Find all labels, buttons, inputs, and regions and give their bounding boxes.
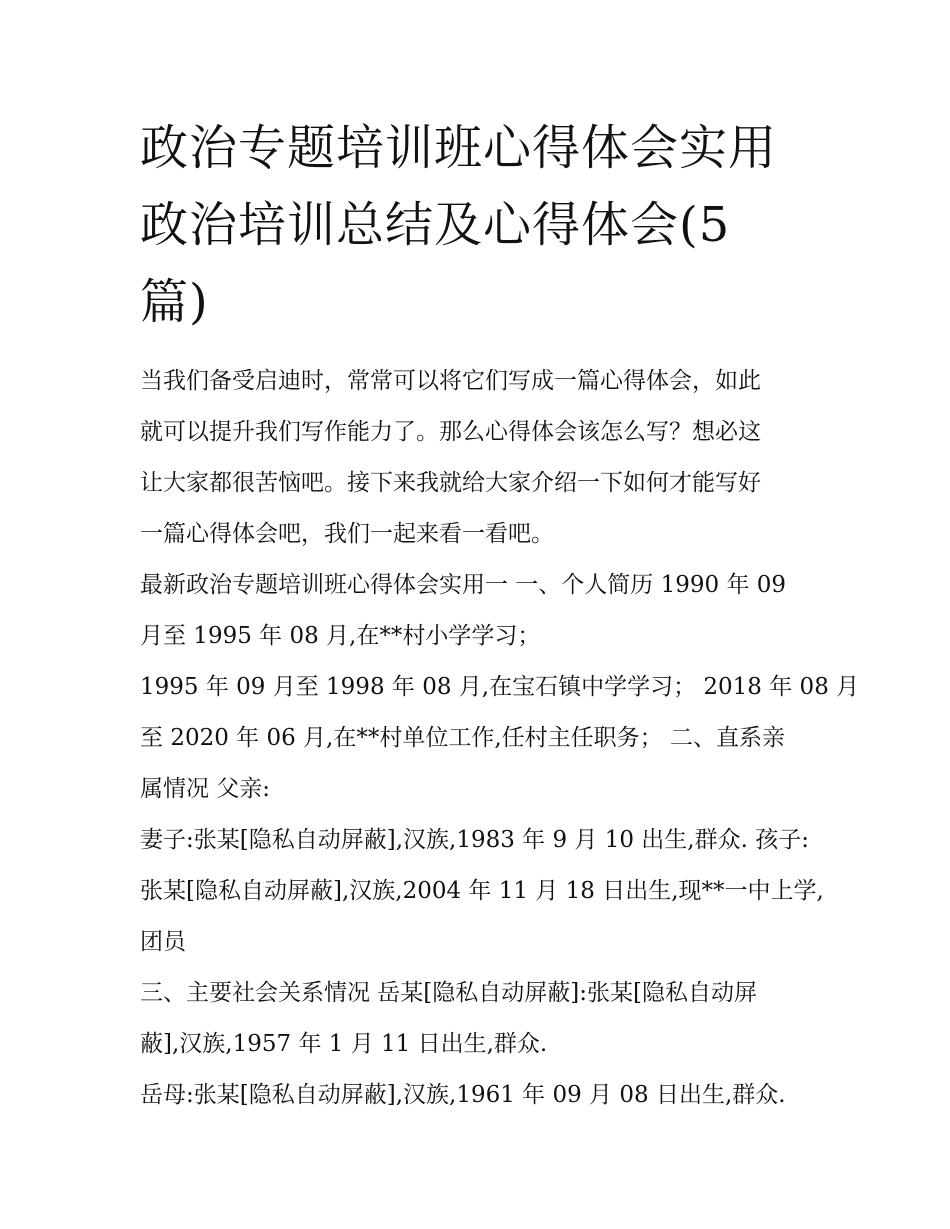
title-line: 政治专题培训班心得体会实用 bbox=[140, 120, 778, 176]
body-line: 就可以提升我们写作能力了。那么心得体会该怎么写？想必这 bbox=[140, 419, 761, 445]
body-line: 最新政治专题培训班心得体会实用一 一、个人简历 1990 年 09 bbox=[140, 572, 787, 598]
body-line: 岳母:张某[隐私自动屏蔽],汉族,1961 年 09 月 08 日出生,群众. bbox=[140, 1082, 786, 1108]
body-line: 让大家都很苦恼吧。接下来我就给大家介绍一下如何才能写好 bbox=[140, 470, 761, 496]
document-title bbox=[140, 110, 840, 341]
body-line: 当我们备受启迪时，常常可以将它们写成一篇心得体会，如此 bbox=[140, 368, 761, 394]
body-line: 张某[隐私自动屏蔽],汉族,2004 年 11 月 18 日出生,现**一中上学, bbox=[140, 878, 824, 904]
body-line: 三、主要社会关系情况 岳某[隐私自动屏蔽]:张某[隐私自动屏 bbox=[140, 980, 757, 1006]
title-line: 篇) bbox=[140, 274, 209, 330]
body-line: 蔽],汉族,1957 年 1 月 11 日出生,群众. bbox=[140, 1031, 548, 1057]
document-body bbox=[140, 356, 860, 1121]
body-line: 月至 1995 年 08 月,在**村小学学习； bbox=[140, 623, 541, 649]
body-line: 1995 年 09 月至 1998 年 08 月,在宝石镇中学学习； 2018 年 08 月 bbox=[140, 674, 860, 700]
body-line: 至 2020 年 06 月,在**村单位工作,任村主任职务； 二、直系亲 bbox=[140, 725, 785, 751]
body-line: 妻子:张某[隐私自动屏蔽],汉族,1983 年 9 月 10 出生,群众. 孩子: bbox=[140, 827, 809, 853]
body-line: 一篇心得体会吧，我们一起来看一看吧。 bbox=[140, 521, 554, 547]
body-line: 团员 bbox=[140, 929, 186, 955]
title-line: 政治培训总结及心得体会(5 bbox=[140, 197, 731, 253]
body-line: 属情况 父亲: bbox=[140, 776, 271, 802]
